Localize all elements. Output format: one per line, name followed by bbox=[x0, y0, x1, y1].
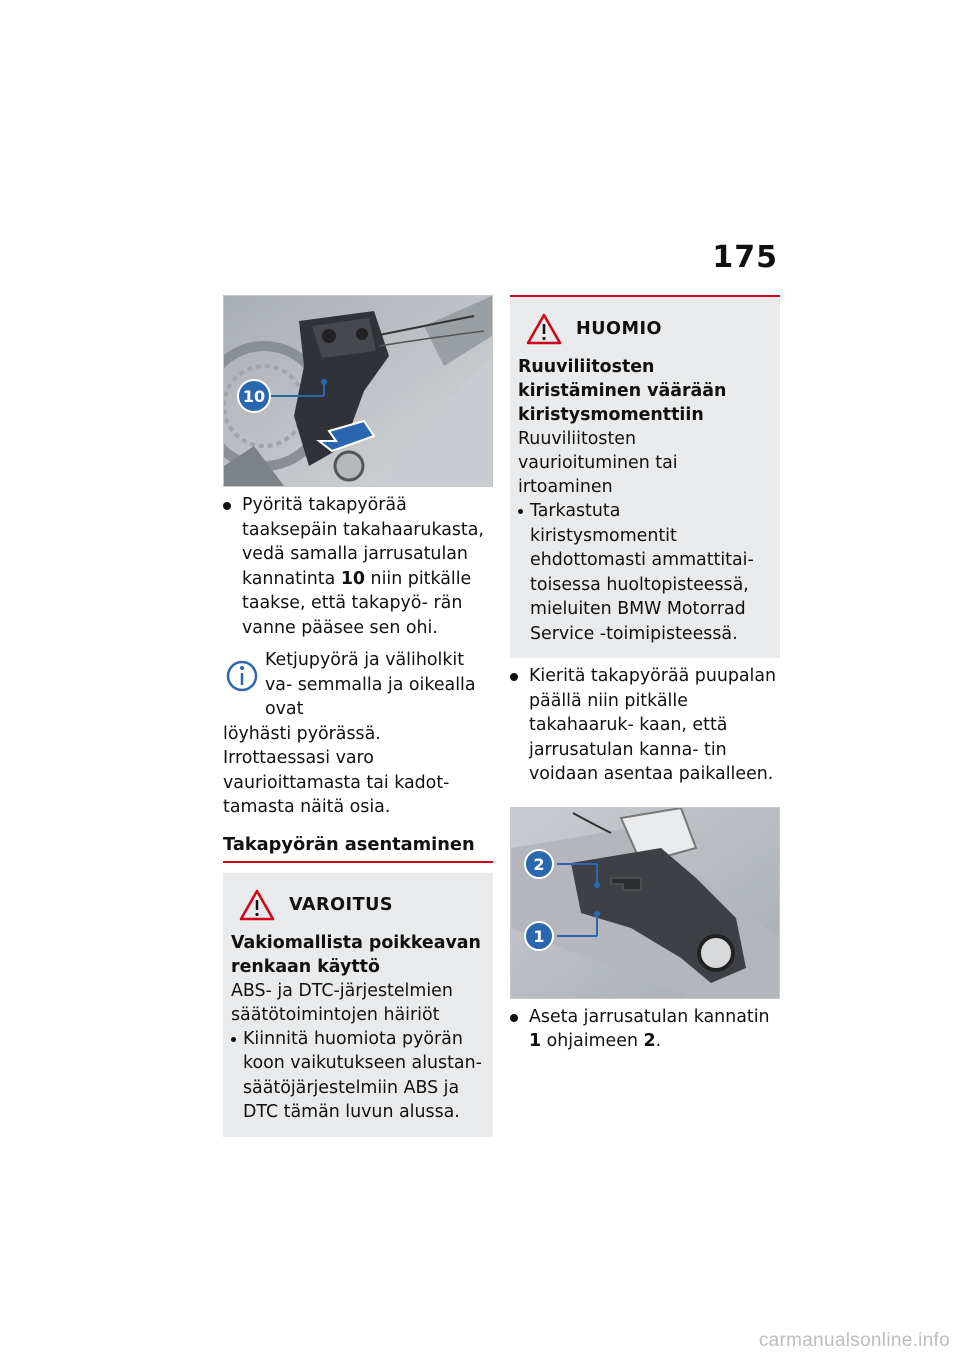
notice-action-text: Tarkastuta kiristysmomentit ehdottomasti ammattitai- toisessa huoltopisteessä, mieluiten BMW Motorrad Service -toimipisteessä. bbox=[530, 501, 754, 644]
notice-consequence: Ruuviliitosten vaurioituminen tai irtoaminen bbox=[518, 429, 678, 497]
bullet-dot bbox=[510, 673, 518, 681]
right-column bbox=[510, 295, 780, 1054]
left-column bbox=[223, 295, 493, 1137]
warning-subtitle: Vakiomallista poikkeavan renkaan käyttö bbox=[231, 932, 481, 977]
bullet-dot bbox=[518, 509, 523, 514]
callout-1-label: 1 bbox=[533, 926, 545, 946]
warning-box bbox=[223, 873, 493, 1137]
warning-action bbox=[231, 1027, 485, 1125]
bullet-dot bbox=[231, 1037, 236, 1042]
info-icon bbox=[225, 654, 259, 694]
notice-subtitle: Ruuviliitosten kiristäminen väärään kiristysmomenttiin bbox=[518, 357, 727, 425]
instruction-roll-wheel bbox=[510, 664, 780, 787]
warning-header bbox=[231, 885, 485, 925]
info-note-first-lines: Ketjupyörä ja väliholkit va- semmalla ja oikealla ovat bbox=[265, 650, 476, 719]
watermark: carmanualsonline.info bbox=[758, 1330, 950, 1351]
instruction-place-carrier bbox=[510, 1005, 780, 1054]
callout-10-label: 10 bbox=[242, 387, 266, 406]
warning-triangle-icon bbox=[239, 889, 275, 921]
warning-action-text: Kiinnitä huomiota pyörän koon vaikutukseen alustan- säätöjärjestelmiin ABS ja DTC tämän luvun alussa. bbox=[243, 1028, 482, 1122]
instruction-text: Pyöritä takapyörää taaksepäin takahaarukasta, vedä samalla jarrusatulan kannatinta bbox=[242, 495, 484, 589]
reference-2: 2 bbox=[643, 1031, 656, 1051]
instruction-text-end: . bbox=[655, 1031, 662, 1051]
bullet-dot bbox=[223, 502, 231, 510]
warning-title: VAROITUS bbox=[289, 894, 394, 915]
section-heading: Takapyörän asentaminen bbox=[223, 834, 493, 863]
caliper-carrier-illustration bbox=[511, 808, 779, 998]
info-note-rest: löyhästi pyörässä. Irrottaessasi varo vaurioittamasta tai kadot- tamasta näitä osia. bbox=[223, 723, 450, 817]
caution-triangle-icon bbox=[526, 313, 562, 345]
notice-title: HUOMIO bbox=[576, 319, 662, 339]
instruction-text: Aseta jarrusatulan kannatin bbox=[529, 1006, 770, 1027]
notice-action bbox=[518, 499, 772, 646]
instruction-text-cont: niin pitkälle taakse, että takapyö- rän vanne pääsee sen ohi. bbox=[242, 568, 472, 638]
notice-header bbox=[518, 309, 772, 349]
page-number: 175 bbox=[712, 240, 778, 275]
reference-1: 1 bbox=[529, 1031, 542, 1051]
reference-10: 10 bbox=[340, 568, 366, 589]
brake-caliper-photo bbox=[223, 295, 493, 487]
caliper-carrier-photo bbox=[510, 807, 780, 999]
instruction-text-mid: ohjaimeen bbox=[541, 1031, 644, 1051]
instruction-text: Kieritä takapyörää puupalan päällä niin pitkälle takahaaruk- kaan, että jarrusatulan kanna- tin voidaan asentaa paikalleen. bbox=[529, 666, 777, 784]
info-note bbox=[223, 648, 493, 820]
brake-caliper-illustration bbox=[224, 296, 492, 486]
callout-2-label: 2 bbox=[533, 854, 545, 874]
warning-consequence: ABS- ja DTC-järjestelmien säätötoimintojen häiriöt bbox=[231, 980, 453, 1025]
notice-box bbox=[510, 295, 780, 658]
instruction-turn-wheel bbox=[223, 493, 493, 640]
bullet-dot bbox=[510, 1014, 518, 1022]
